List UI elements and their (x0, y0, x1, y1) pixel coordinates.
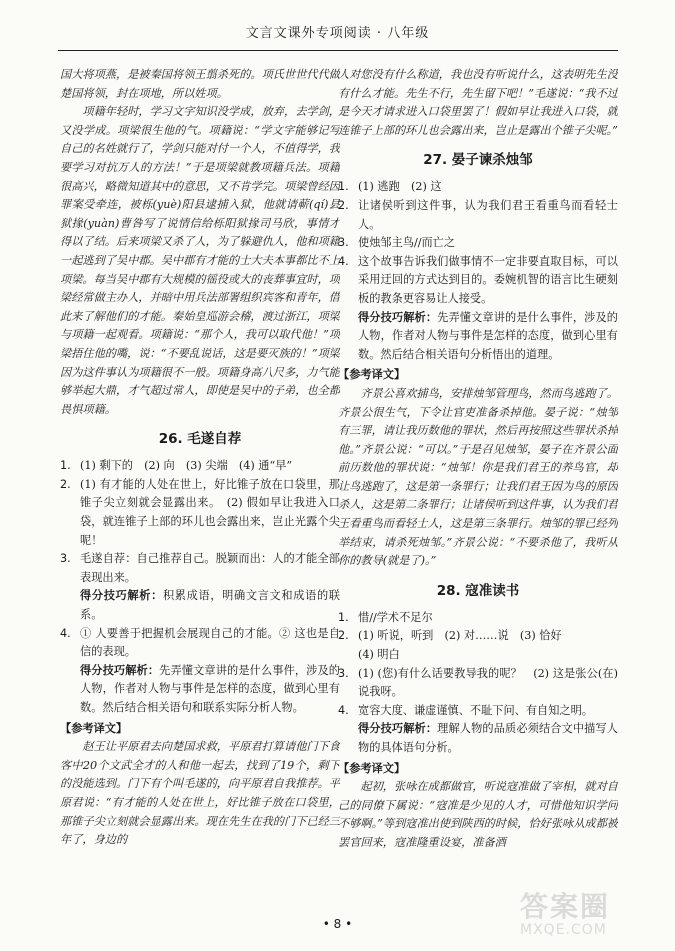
translation-continuation: 人对您没有什么称道，我也没有听说什么，这表明先生没有什么才能。先生不行，先生留下吧！”毛遂说：“我不过是今天才请求进入口袋里罢了！假如早让我进入口袋，就连锥子上部的环儿也会露出来，岂止是露出个锥子尖呢。” (338, 68, 618, 137)
watermark-text: 答案圈 (520, 890, 611, 923)
section-title-27: 27. 晏子谏杀烛邹 (423, 152, 533, 169)
item-text: (1) 逃跑 (2) 这 (358, 180, 442, 194)
answer-item-3 (338, 665, 618, 702)
item-text: 让诸侯听到这件事，认为我们君王看重鸟而看轻士人。 (358, 198, 618, 231)
item-number: 3. (338, 666, 349, 680)
answer-item-4 (338, 253, 618, 309)
answer-item-1 (60, 457, 340, 476)
item-number: 4. (60, 626, 71, 640)
answer-item-3 (60, 550, 340, 587)
item-number: 2. (60, 477, 71, 491)
reference-translation-heading: 【参考译文】 (338, 368, 406, 382)
reference-translation-heading: 【参考译文】 (338, 761, 406, 775)
answer-item-1 (338, 609, 618, 628)
translation-paragraph: 项籍年轻时，学习文字知识没学成，放弃，去学剑，又没学成。项梁很生他的气。项籍说：“学文字能够记写自己的名姓就行了，学剑只能对付一个人，不值得学，我要学习对抗万人的方法！”于是项梁就教项籍兵法。项籍很高兴，略微知道其中的意思，又不肯学完。项梁曾经因罪案受牵连，被栎(yuè)阳县逮捕入狱，他就请蕲(qí)县狱掾(yuàn)曹咎写了说情信给栎阳狱掾司马欣，事情才得以了结。后来项梁又杀了人，为了躲避仇人，他和项籍一起逃到了吴中郡。吴中郡有才能的士大夫本事都比不上项梁。每当吴中郡有大规模的徭役或大的丧葬事宜时，项梁经常做主办人，并暗中用兵法部署组织宾客和青年，借此来了解他们的才能。秦始皇巡游会稽，渡过浙江，项梁与项籍一起观看。项籍说：“那个人，我可以取代他！”项梁捂住他的嘴，说：“不要乱说话，这是要灭族的！”项梁因为这件事认为项籍很不一般。项籍身高八尺多，力气能够举起大鼎，才气超过常人，即使是吴中的子弟，也全都畏惧项籍。 (60, 105, 340, 416)
page-number: • 8 • (322, 917, 353, 931)
reference-translation-text: 齐景公喜欢捕鸟，安排烛邹管理鸟，然而鸟逃跑了。齐景公很生气，下令让官吏准备杀掉他。晏子说：“烛邹有三罪，请让我历数他的罪状，然后再按照这些罪状杀掉他。”齐景公说：“可以。”于是召见烛邹，晏子在齐景公面前历数他的罪状说：“烛邹！你是我们君王的养鸟官，却让鸟逃跑了，这是第一条罪行；让我们君王因为鸟的原因杀人，这是第二条罪行；让诸侯听到这件事，认为我们君王看重鸟而看轻士人，这是第三条罪行。烛邹的罪已经列举结束，请杀死烛邹。”齐景公说：“不要杀他了，我听从你的教导(就是了)。” (338, 386, 618, 568)
section-title-28: 28. 寇准读书 (436, 582, 520, 599)
item-text: (1) 听说，听到 (2) 对……说 (3) 恰好 (358, 629, 562, 643)
item-text: (1) (您)有什么话要教导我的呢？ (2) 这是张公(在)说我呀。 (358, 666, 618, 699)
tips-label: 得分技巧解析： (358, 722, 438, 736)
item-text: 宽容大度、谦虚谨慎、不耻下问、有自知之明。 (358, 703, 593, 717)
tips-block (358, 309, 618, 365)
item-text: 惜//学术不足尔 (358, 610, 433, 624)
right-column (338, 66, 618, 916)
item-number: 4. (338, 254, 349, 268)
answer-item-2 (338, 197, 618, 234)
item-text: 使烛邹主鸟//而亡之 (358, 236, 456, 250)
tips-block (80, 662, 340, 718)
item-number: 4. (338, 703, 349, 717)
item-number: 2. (338, 629, 349, 643)
tips-label: 得分技巧解析： (80, 589, 163, 603)
reference-translation-text: 起初，张咏在成都做官，听说寇准做了宰相，就对自己的同僚下属说：“寇准是少见的人才，可惜他知识学问不够啊。”等到寇准出使到陕西的时候，恰好张咏从成都被罢官回来，寇准隆重设宴，准备酒 (338, 780, 618, 849)
reference-translation-heading: 【参考译文】 (60, 721, 128, 735)
tips-text: 先弄懂文章讲的是什么事件，涉及的人物，作者对人物与事件是怎样的态度，做到心里有数。然后结合相关语句和联系实际分析人物。 (80, 663, 340, 714)
item-text: (1) 剩下的 (2) 向 (3) 尖端 (4) 通“早” (80, 459, 293, 473)
item-text: (1) 有才能的人处在世上，好比锥子放在口袋里，那锥子尖立刻就会显露出来。 (2) 假如早让我进入口袋，就连锥子上部的环儿也会露出来，岂止光露个尖呢！ (80, 477, 340, 547)
item-number: 2. (338, 198, 349, 212)
item-number: 3. (338, 236, 349, 250)
answer-item-1 (338, 178, 618, 197)
tips-text: 积累成语，明确文言文和成语的联系。 (80, 589, 340, 622)
tips-block (80, 587, 340, 624)
running-title: 文言文课外专项阅读 · 八年级 (245, 26, 430, 41)
tips-label: 得分技巧解析： (80, 663, 160, 677)
tips-block (358, 720, 618, 757)
answer-item-4 (338, 702, 618, 721)
item-text: ① 人要善于把握机会展现自己的才能。② 这也是自信的表现。 (80, 626, 340, 659)
tips-label: 得分技巧解析： (358, 310, 438, 324)
watermark-logo (520, 892, 670, 948)
tips-text: 理解人物的品质必须结合文中描写人物的具体语句分析。 (358, 722, 618, 754)
translation-continuation: 国大将项燕，是被秦国将领王翦杀死的。项氏世世代代做楚国将领，封在项地，所以姓项。 (60, 68, 340, 100)
watermark-url: MXQE.COM (520, 922, 607, 938)
page-header (0, 0, 675, 62)
section-title-26: 26. 毛遂自荐 (158, 431, 242, 448)
item-number: 3. (60, 552, 71, 566)
reference-translation-text: 赵王让平原君去向楚国求救，平原君打算请他门下食客中20个文武全才的人和他一起去，找到了19个，剩下的没能选到。门下有个叫毛遂的，向平原君自我推荐。平原君说：“有才能的人处在世上，好比锥子放在口袋里，那锥子尖立刻就会显露出来。现在先生在我的门下已经三年了，身边的 (60, 740, 340, 847)
item-number: 1. (338, 180, 349, 194)
left-column (60, 66, 340, 916)
item-text: 这个故事告诉我们做事情不一定非要直取目标，可以采用迂回的方式达到目的。委婉机智的语言比生硬刻板的教条更容易让人接受。 (358, 254, 618, 305)
item-number: 1. (60, 459, 71, 473)
answer-item-2 (338, 627, 618, 646)
tips-text: 先弄懂文章讲的是什么事件，涉及的人物，作者对人物与事件是怎样的态度，做到心里有数。然后结合相关语句分析悟出的道理。 (358, 310, 618, 361)
answer-item-3 (338, 234, 618, 253)
answer-item-2 (60, 476, 340, 550)
answer-item-4 (60, 625, 340, 662)
answer-item-2-continued: (4) 明白 (358, 648, 400, 662)
item-number: 1. (338, 610, 349, 624)
header-rule (58, 50, 618, 51)
item-text: 毛遂自荐：自己推荐自己。脱颖而出：人的才能全部表现出来。 (80, 552, 340, 584)
